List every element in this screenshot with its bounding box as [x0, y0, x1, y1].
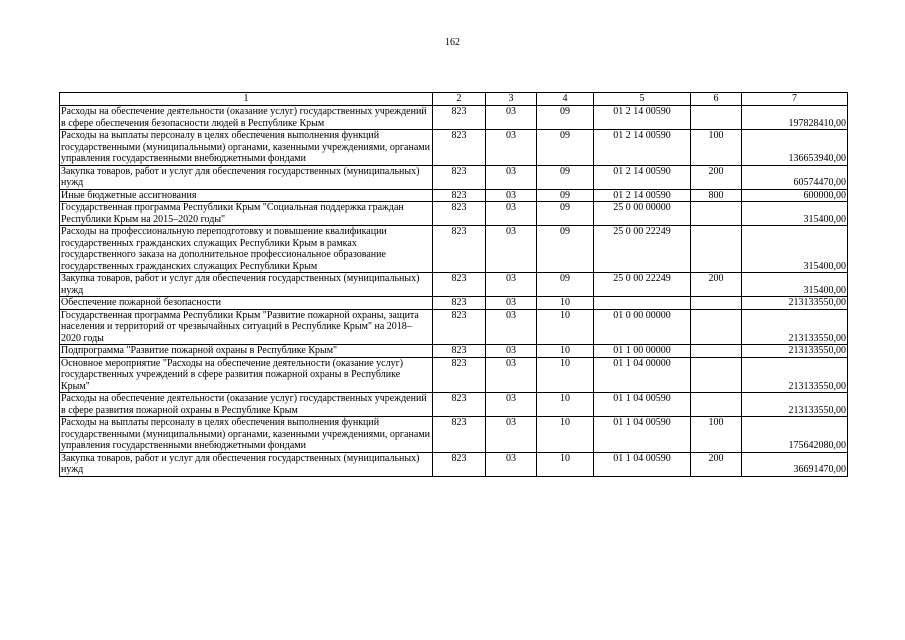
table-row: [60, 165, 848, 189]
row-code-6: 100: [691, 417, 742, 453]
row-amount: 315400,00: [742, 202, 848, 226]
table-row: [60, 309, 848, 345]
row-description: Расходы на выплаты персоналу в целях обеспечения выполнения функций государственными (муниципальными) органами, казенными учреждениями, органами управления государственными внебюджетными фондами: [60, 130, 433, 166]
row-description: Иные бюджетные ассигнования: [60, 189, 433, 202]
row-code-3: 03: [486, 357, 537, 393]
row-code-6: 200: [691, 273, 742, 297]
page-number: 162: [445, 37, 460, 48]
row-code-5: 01 0 00 00000: [594, 309, 691, 345]
row-code-5: 01 1 04 00590: [594, 452, 691, 476]
row-code-6: [691, 345, 742, 358]
row-code-6: [691, 309, 742, 345]
row-code-3: 03: [486, 189, 537, 202]
table-row: [60, 202, 848, 226]
row-description: Закупка товаров, работ и услуг для обеспечения государственных (муниципальных) нужд: [60, 165, 433, 189]
table-row: [60, 393, 848, 417]
row-amount: 315400,00: [742, 226, 848, 273]
row-amount: 213133550,00: [742, 393, 848, 417]
table-row: [60, 273, 848, 297]
row-code-4: 09: [537, 106, 594, 130]
budget-table: [59, 92, 848, 477]
row-description: Расходы на обеспечение деятельности (оказание услуг) государственных учреждений в сфере обеспечения безопасности людей в Республике Крым: [60, 106, 433, 130]
row-code-2: 823: [433, 226, 486, 273]
row-code-4: 09: [537, 189, 594, 202]
table-row: [60, 357, 848, 393]
row-description: Основное мероприятие "Расходы на обеспечение деятельности (оказание услуг) государственных учреждений в сфере развития пожарной охраны в Республике Крым": [60, 357, 433, 393]
row-code-6: 200: [691, 452, 742, 476]
row-code-2: 823: [433, 130, 486, 166]
row-description: Расходы на профессиональную переподготовку и повышение квалификации государственных гражданских служащих Республики Крым в рамках государственного заказа на дополнительное профессиональное образование государственных гражданских служащих Республики Крым: [60, 226, 433, 273]
row-code-2: 823: [433, 309, 486, 345]
header-cell: 7: [742, 93, 848, 106]
row-description: Закупка товаров, работ и услуг для обеспечения государственных (муниципальных) нужд: [60, 273, 433, 297]
row-code-3: 03: [486, 273, 537, 297]
row-code-6: [691, 106, 742, 130]
row-code-2: 823: [433, 297, 486, 310]
row-code-3: 03: [486, 226, 537, 273]
row-description: Подпрограмма "Развитие пожарной охраны в Республике Крым": [60, 345, 433, 358]
row-code-5: 01 1 04 00590: [594, 393, 691, 417]
row-amount: 600000,00: [742, 189, 848, 202]
row-amount: 175642080,00: [742, 417, 848, 453]
row-code-4: 10: [537, 417, 594, 453]
row-code-5: [594, 297, 691, 310]
row-code-6: 800: [691, 189, 742, 202]
row-amount: 213133550,00: [742, 345, 848, 358]
row-code-3: 03: [486, 309, 537, 345]
row-code-6: [691, 226, 742, 273]
header-cell: 3: [486, 93, 537, 106]
row-code-4: 10: [537, 345, 594, 358]
row-code-4: 09: [537, 165, 594, 189]
table-body: [60, 106, 848, 477]
row-amount: 36691470,00: [742, 452, 848, 476]
row-code-6: 100: [691, 130, 742, 166]
row-code-3: 03: [486, 106, 537, 130]
row-code-3: 03: [486, 452, 537, 476]
row-amount: 60574470,00: [742, 165, 848, 189]
row-code-6: [691, 297, 742, 310]
row-code-5: 01 1 00 00000: [594, 345, 691, 358]
table-row: [60, 106, 848, 130]
row-code-3: 03: [486, 345, 537, 358]
row-description: Государственная программа Республики Крым "Развитие пожарной охраны, защита населения и территорий от чрезвычайных ситуаций в Республике Крым" на 2018–2020 годы: [60, 309, 433, 345]
table-header-row: [60, 93, 848, 106]
header-cell: 6: [691, 93, 742, 106]
row-code-2: 823: [433, 189, 486, 202]
row-code-2: 823: [433, 273, 486, 297]
row-description: Закупка товаров, работ и услуг для обеспечения государственных (муниципальных) нужд: [60, 452, 433, 476]
row-code-3: 03: [486, 417, 537, 453]
row-code-4: 10: [537, 452, 594, 476]
table-row: [60, 130, 848, 166]
row-amount: 197828410,00: [742, 106, 848, 130]
row-code-6: 200: [691, 165, 742, 189]
row-code-2: 823: [433, 417, 486, 453]
row-code-3: 03: [486, 202, 537, 226]
row-code-4: 09: [537, 226, 594, 273]
row-amount: 213133550,00: [742, 309, 848, 345]
row-code-6: [691, 357, 742, 393]
row-code-5: 01 2 14 00590: [594, 189, 691, 202]
row-code-5: 01 2 14 00590: [594, 130, 691, 166]
row-code-2: 823: [433, 106, 486, 130]
row-code-5: 25 0 00 22249: [594, 273, 691, 297]
row-code-4: 09: [537, 273, 594, 297]
row-code-4: 10: [537, 357, 594, 393]
row-code-2: 823: [433, 202, 486, 226]
row-code-3: 03: [486, 393, 537, 417]
row-code-3: 03: [486, 130, 537, 166]
row-code-5: 01 1 04 00590: [594, 417, 691, 453]
row-code-4: 10: [537, 393, 594, 417]
row-amount: 213133550,00: [742, 357, 848, 393]
row-code-5: 01 2 14 00590: [594, 165, 691, 189]
row-code-6: [691, 202, 742, 226]
row-code-6: [691, 393, 742, 417]
row-code-2: 823: [433, 393, 486, 417]
row-description: Обеспечение пожарной безопасности: [60, 297, 433, 310]
row-code-3: 03: [486, 297, 537, 310]
table-row: [60, 189, 848, 202]
table-row: [60, 417, 848, 453]
row-code-5: 25 0 00 22249: [594, 226, 691, 273]
row-code-2: 823: [433, 357, 486, 393]
row-description: Расходы на обеспечение деятельности (оказание услуг) государственных учреждений в сфере развития пожарной охраны в Республике Крым: [60, 393, 433, 417]
table-row: [60, 452, 848, 476]
header-cell: 2: [433, 93, 486, 106]
row-description: Государственная программа Республики Крым "Социальная поддержка граждан Республики Крым на 2015–2020 годы": [60, 202, 433, 226]
row-code-5: 01 1 04 00000: [594, 357, 691, 393]
header-cell: 5: [594, 93, 691, 106]
row-description: Расходы на выплаты персоналу в целях обеспечения выполнения функций государственными (муниципальными) органами, казенными учреждениями, органами управления государственными внебюджетными фондами: [60, 417, 433, 453]
table-row: [60, 226, 848, 273]
table-row: [60, 345, 848, 358]
row-amount: 213133550,00: [742, 297, 848, 310]
row-code-4: 09: [537, 130, 594, 166]
table-row: [60, 297, 848, 310]
row-code-2: 823: [433, 165, 486, 189]
row-code-2: 823: [433, 452, 486, 476]
row-code-4: 09: [537, 202, 594, 226]
row-code-4: 10: [537, 309, 594, 345]
header-cell: 1: [60, 93, 433, 106]
row-amount: 136653940,00: [742, 130, 848, 166]
row-code-5: 25 0 00 00000: [594, 202, 691, 226]
row-code-5: 01 2 14 00590: [594, 106, 691, 130]
row-amount: 315400,00: [742, 273, 848, 297]
row-code-4: 10: [537, 297, 594, 310]
header-cell: 4: [537, 93, 594, 106]
row-code-2: 823: [433, 345, 486, 358]
row-code-3: 03: [486, 165, 537, 189]
